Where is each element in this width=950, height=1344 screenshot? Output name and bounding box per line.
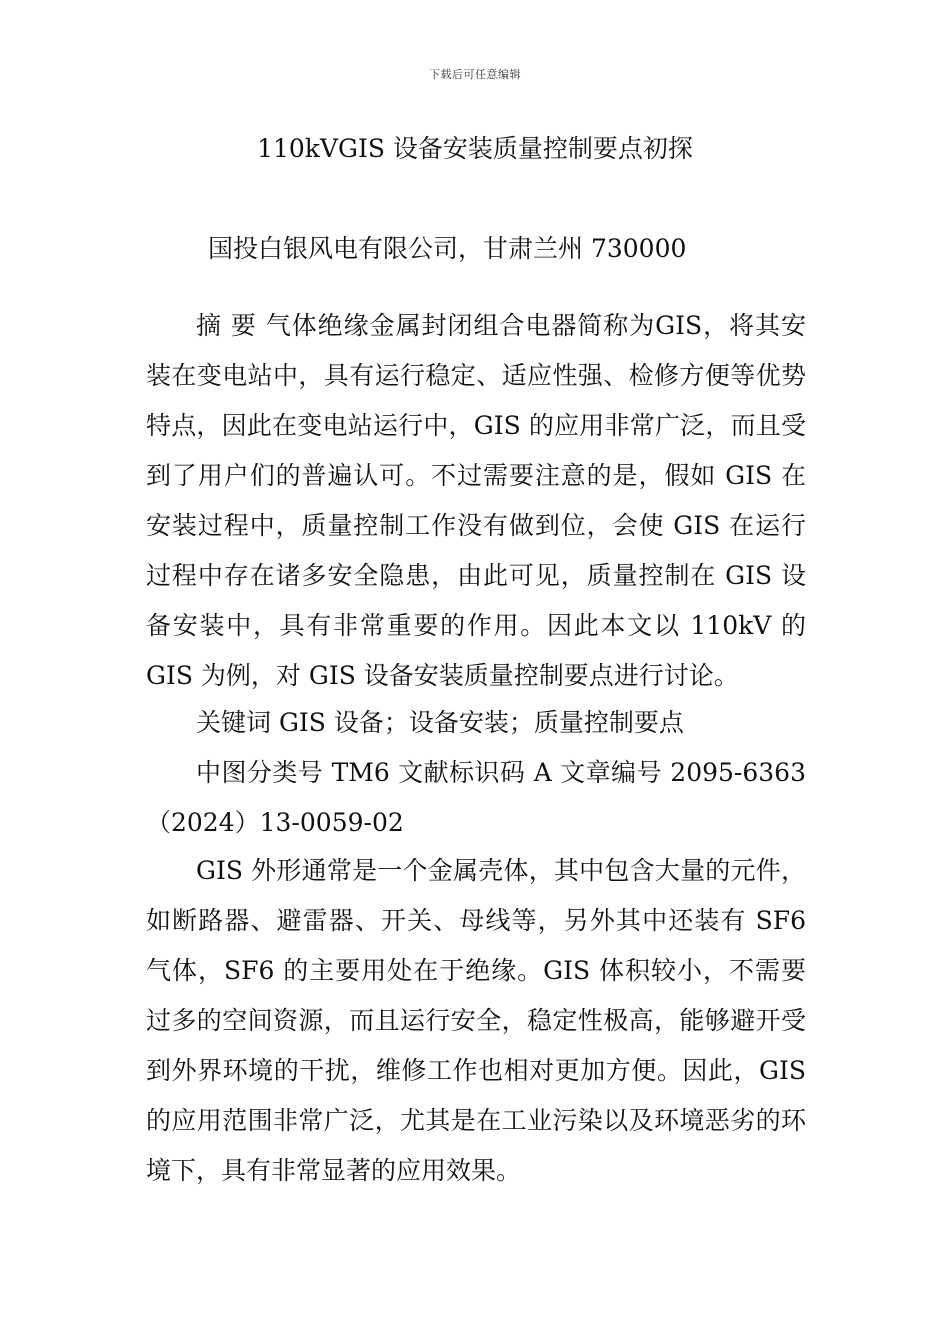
abstract-label: 摘 要 — [196, 311, 257, 340]
abstract-section — [146, 301, 806, 701]
keywords-paragraph — [146, 698, 806, 748]
classification-text: 中图分类号 TM6 文献标识码 A 文章编号 2095-6363（2024）13-0059-02 — [146, 758, 806, 837]
keywords-label: 关键词 — [196, 708, 272, 737]
abstract-paragraph — [146, 301, 806, 701]
classification-section — [146, 748, 806, 848]
intro-section — [146, 846, 806, 1196]
keywords-section — [146, 698, 806, 748]
author-affiliation: 国投白银风电有限公司，甘肃兰州 730000 — [208, 234, 687, 263]
article-title: 110kVGIS 设备安装质量控制要点初探 — [257, 134, 693, 163]
intro-paragraph: GIS 外形通常是一个金属壳体，其中包含大量的元件，如断路器、避雷器、开关、母线等，另外其中还装有 SF6 气体，SF6 的主要用处在于绝缘。GIS 体积较小，不需要过多的空间资源，而且运行安全，稳定性极高，能够避开受到外界环境的干扰，维修工作也相对更加方便。因此，GIS 的应用范围非常广泛，尤其是在工业污染以及环境恶劣的环境下，具有非常显著的应用效果。 — [146, 856, 806, 1185]
keywords-text: GIS 设备；设备安装；质量控制要点 — [271, 708, 684, 737]
abstract-text: 气体绝缘金属封闭组合电器简称为GIS，将其安装在变电站中，具有运行稳定、适应性强、检修方便等优势特点，因此在变电站运行中，GIS 的应用非常广泛，而且受到了用户们的普遍认可。不过需要注意的是，假如 GIS 在安装过程中，质量控制工作没有做到位，会使 GIS 在运行过程中存在诸多安全隐患，由此可见，质量控制在 GIS 设备安装中，具有非常重要的作用。因此本文以 110kV 的 GIS 为例，对 GIS 设备安装质量控制要点进行讨论。 — [146, 311, 807, 690]
header-note: 下载后可任意编辑 — [429, 68, 521, 81]
